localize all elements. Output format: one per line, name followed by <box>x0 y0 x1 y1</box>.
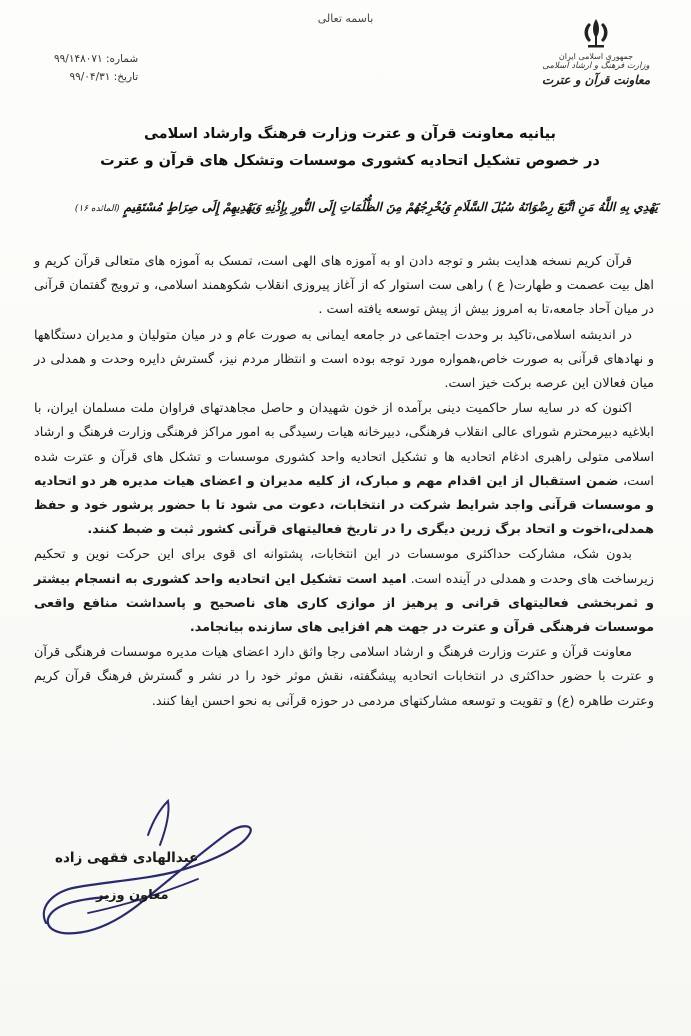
emblem-icon <box>576 16 616 50</box>
paragraph-3-bold: ضمن استقبال از این اقدام مهم و مبارک، از کلیه مدیران و اعضای هیات مدیره هر دو اتحادیه و موسسات قرآنی واجد شرایط شرکت در انتخابات، دعوت می شود تا با حضور پرشور خود و حفظ همدلی،اخوت و اتحاد برگ زرین دیگری را در تاریخ فعالیتهای قرآنی کشور ثبت و ضبط کنند. <box>34 473 654 538</box>
verse-text: يَهْدِي بِهِ اللَّهُ مَنِ اتَّبَعَ رِضْوَانَهُ سُبُلَ السَّلَامِ وَيُخْرِجُهُمْ مِنَ الظُّلُمَاتِ إِلَى النُّورِ بِإِذْنِهِ وَيَهْدِيهِمْ إِلَى صِرَاطٍ مُسْتَقِيمٍ <box>123 200 658 214</box>
paragraph-2: در اندیشه اسلامی،تاکید بر وحدت اجتماعی در جامعه ایمانی به صورت عام و در میان متولیان و مدیران دستگاهها و نهادهای قرآنی به صورت خاص،همواره مورد توجه بوده است و انتظار مردم نیز، گسترش دایره وحدت و همدلی در میان فعالان این عرصه برکت خیز است. <box>34 327 654 392</box>
paragraph-4 <box>34 543 654 640</box>
logo-line-2: وزارت فرهنگ و ارشاد اسلامی <box>542 61 650 71</box>
handwritten-signature <box>28 795 268 945</box>
letter-meta <box>54 50 138 86</box>
quran-verse <box>28 200 658 214</box>
signatory-name: عبدالهادی فقهی زاده <box>55 850 199 866</box>
statement-subtitle: در خصوص تشکیل اتحادیه کشوری موسسات وتشکل های قرآن و عترت <box>100 153 600 169</box>
paragraph-1: قرآن کریم نسخه هدایت بشر و توجه دادن او به آموزه های الهی است، تمسک به آموزه های متعالی قرآن کریم و اهل بیت عصمت و طهارت( ع ) راهی ست استوار که از آغاز پیروزی انقلاب شکوهمند اسلامی، و ترویج گفتمان قرآنی در میان آحاد جامعه،تا به امروز بیش از پیش توسعه یافته است . <box>34 254 654 318</box>
paragraph-4-bold: امید است تشکیل این اتحادیه واحد کشوری به انسجام بیشتر و ثمربخشی فعالیتهای قرانی و پرهیز از موازی کاری های ناصحیح و پاسداشت منافع واقعی موسسات فرهنگی قرآن و عترت در جهت هم افزایی های سازنده بیانجامد. <box>34 571 654 636</box>
logo-line-1: جمهوری اسلامی ایران <box>558 52 634 61</box>
paragraph-3 <box>34 397 654 542</box>
ministry-logo <box>531 16 661 87</box>
paragraph-3-intro: اکنون که در سایه سار حاکمیت دینی برآمده از خون شهیدان و حاصل مجاهدتهای فراوان ملت مسلمان ایران، با ابلاغیه دبیرمحترم شورای عالی انقلاب فرهنگی، دبیرخانه هیات رسیدگی به امور مراکز فرهنگی وزارت فرهنگ و ارشاد اسلامی متولی راهبری ادغام اتحادیه ها و تشکیل اتحادیه واحد کشوری موسسات و تشکل های قرآن و عترت شده است، <box>34 401 654 489</box>
letter-number: شماره: ۹۹/۱۴۸۰۷۱ <box>54 53 139 65</box>
verse-reference: (المائده ۱۶) <box>74 204 120 214</box>
basmala: باسمه تعالی <box>317 12 374 25</box>
logo-line-3: معاونت قرآن و عترت <box>541 73 651 87</box>
letter-date: تاریخ: ۹۹/۰۴/۳۱ <box>69 71 139 83</box>
paragraph-4-intro: بدون شک، مشارکت حداکثری موسسات در این انتخابات، پشتوانه ای قوی برای این حرکت نوین و تحکیم زیرساخت های وحدت و همدلی در آینده است. <box>34 547 654 587</box>
letter-body <box>34 250 654 715</box>
signatory-title: معاون وزیر <box>96 888 169 903</box>
statement-title: بیانیه معاونت قرآن و عترت وزارت فرهنگ وارشاد اسلامی <box>144 126 556 142</box>
paragraph-5: معاونت قرآن و عترت وزارت فرهنگ و ارشاد اسلامی رجا واثق دارد اعضای هیات مدیره موسسات فرهنگی قرآن و عترت با حضور حداکثری در انتخابات اتحادیه پیشگفته، نقش موثر خود را در نشر و گسترش فرهنگ قرآن کریم وعترت طاهره (ع) و تقویت و توسعه مشارکتهای مردمی در حوزه قرآنی به نحو احسن ایفا کنند. <box>34 645 654 709</box>
